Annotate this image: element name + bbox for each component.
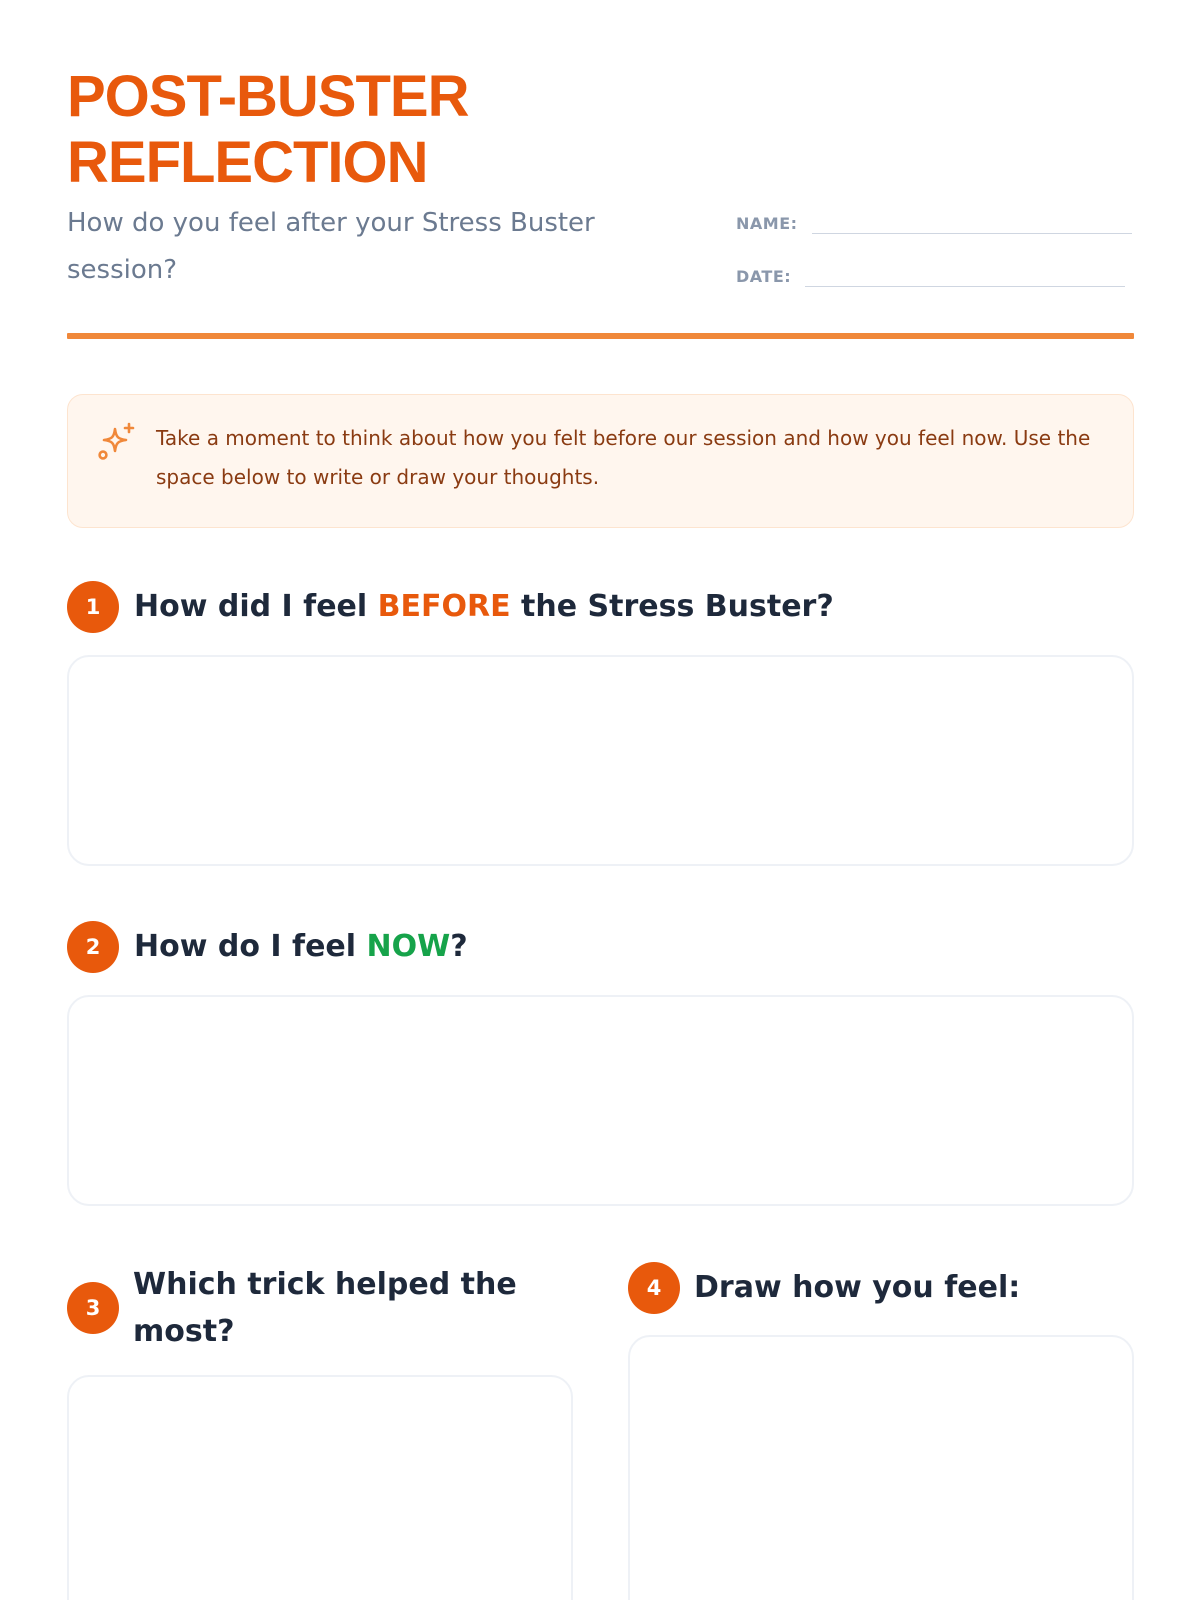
title-line-1: POST-BUSTER <box>67 64 469 129</box>
date-label: DATE: <box>736 267 792 286</box>
answer-box-1[interactable] <box>67 655 1134 866</box>
question-3-text: Which trick helped the most? <box>133 1267 517 1349</box>
question-1-prefix: How did I feel <box>134 589 378 624</box>
title-line-2: REFLECTION <box>67 130 428 195</box>
question-1-highlight: BEFORE <box>377 589 511 624</box>
date-input-line[interactable] <box>805 263 1125 287</box>
intro-note <box>67 394 1134 528</box>
intro-text: Take a moment to think about how you felt before our session and how you feel now. Use the space below to write or draw your thoughts. <box>156 426 1091 489</box>
question-2-suffix: ? <box>450 929 468 964</box>
date-field <box>736 263 1125 287</box>
question-2-highlight: NOW <box>366 929 451 964</box>
question-3-badge: 3 <box>67 1282 119 1334</box>
page-title <box>67 64 469 196</box>
page-subtitle: How do you feel after your Stress Buster session? <box>67 208 595 285</box>
question-2-text <box>134 923 468 970</box>
name-label: NAME: <box>736 214 798 233</box>
question-2-badge: 2 <box>67 921 119 973</box>
question-2-prefix: How do I feel <box>134 929 367 964</box>
question-1-badge: 1 <box>67 581 119 633</box>
question-1-text <box>134 583 834 630</box>
drawing-box-4[interactable] <box>628 1335 1134 1600</box>
question-1-suffix: the Stress Buster? <box>510 589 834 624</box>
question-4-text: Draw how you feel: <box>694 1270 1021 1305</box>
header-divider <box>67 333 1134 339</box>
name-input-line[interactable] <box>812 210 1132 234</box>
name-field <box>736 210 1132 234</box>
answer-box-3[interactable] <box>67 1375 573 1600</box>
question-4-badge: 4 <box>628 1262 680 1314</box>
answer-box-2[interactable] <box>67 995 1134 1206</box>
sparkles-icon <box>96 421 136 463</box>
